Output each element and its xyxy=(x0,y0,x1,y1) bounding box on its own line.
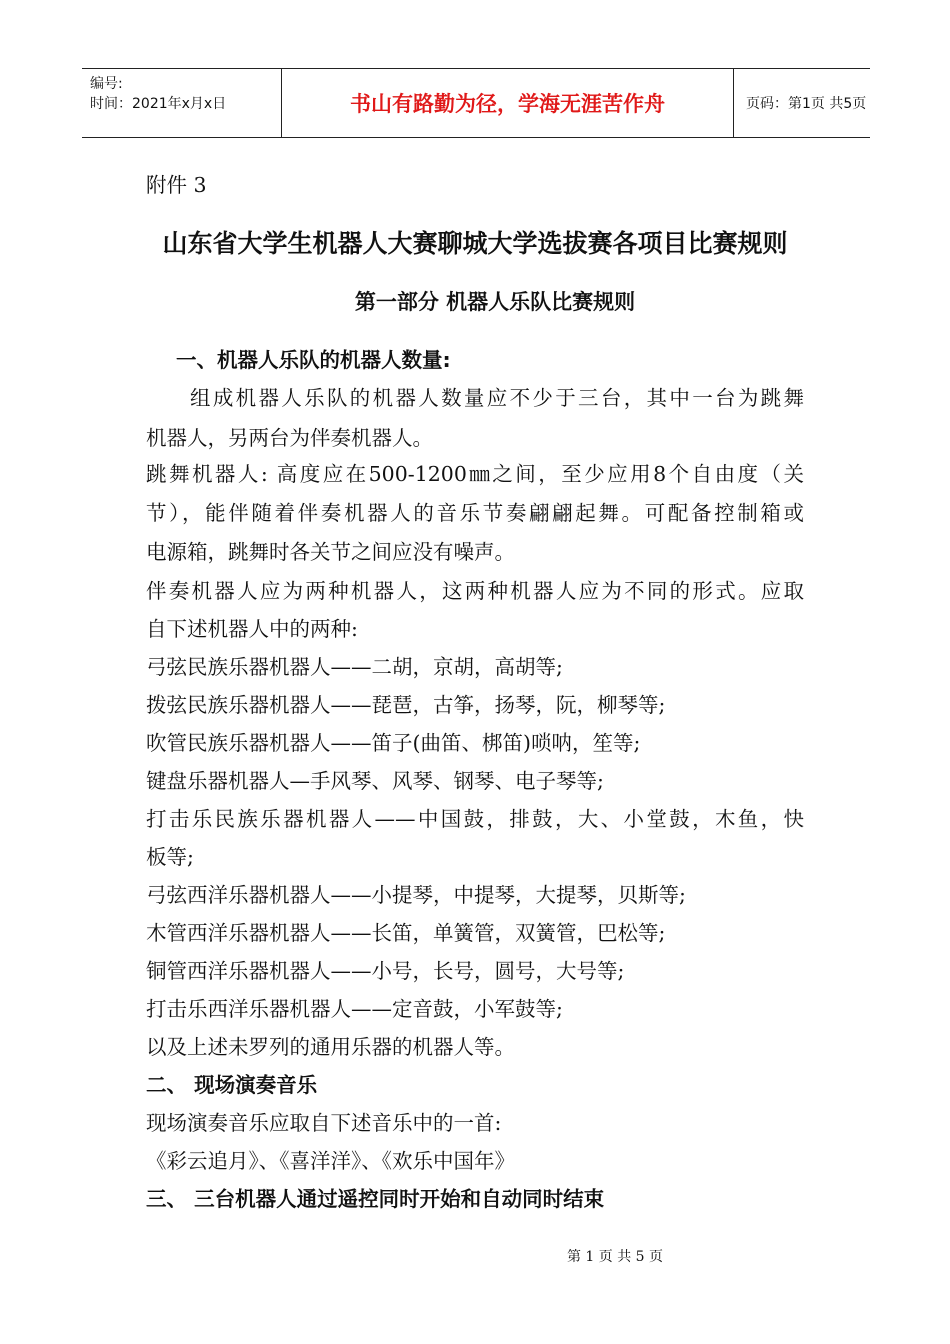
list-item: 拨弦民族乐器机器人——琵琶，古筝，扬琴，阮，柳琴等; xyxy=(146,693,666,717)
paragraph-line: 自下述机器人中的两种: xyxy=(146,617,358,641)
list-item: 板等; xyxy=(146,845,194,869)
doc-date-label: 时间：2021年x月x日 xyxy=(90,96,227,112)
page-header-table xyxy=(82,68,870,138)
paragraph-line: 伴奏机器人应为两种机器人，这两种机器人应为不同的形式。应取 xyxy=(146,579,804,603)
document-title: 山东省大学生机器人大赛聊城大学选拔赛各项目比赛规则 xyxy=(162,229,788,258)
song-list: 《彩云追月》、《喜洋洋》、《欢乐中国年》 xyxy=(146,1149,515,1173)
page-footer: 第 1 页 共 5 页 xyxy=(566,1249,664,1265)
section-heading-1: 一、机器人乐队的机器人数量: xyxy=(176,348,451,372)
part-title: 第一部分 机器人乐队比赛规则 xyxy=(354,290,636,314)
list-item: 打击乐西洋乐器机器人——定音鼓，小军鼓等; xyxy=(146,997,563,1021)
list-item: 吹管民族乐器机器人——笛子(曲笛、梆笛)唢呐，笙等; xyxy=(146,731,641,755)
paragraph-line: 节），能伴随着伴奏机器人的音乐节奏翩翩起舞。可配备控制箱或 xyxy=(146,501,804,525)
list-item: 弓弦民族乐器机器人——二胡，京胡，高胡等; xyxy=(146,655,563,679)
section-heading-2: 二、 现场演奏音乐 xyxy=(146,1073,318,1097)
header-page-info: 页码：第1页 共5页 xyxy=(746,96,867,112)
list-item: 弓弦西洋乐器机器人——小提琴，中提琴，大提琴，贝斯等; xyxy=(146,883,686,907)
paragraph-line: 电源箱，跳舞时各关节之间应没有噪声。 xyxy=(146,540,515,564)
header-slogan: 书山有路勤为径，学海无涯苦作舟 xyxy=(282,69,734,137)
list-item: 键盘乐器机器人—手风琴、风琴、钢琴、电子琴等; xyxy=(146,769,604,793)
paragraph-line: 现场演奏音乐应取自下述音乐中的一首: xyxy=(146,1111,502,1135)
list-item: 铜管西洋乐器机器人——小号，长号，圆号，大号等; xyxy=(146,959,625,983)
header-meta-cell xyxy=(82,69,282,137)
paragraph-line: 以及上述未罗列的通用乐器的机器人等。 xyxy=(146,1035,515,1059)
doc-number-label: 编号: xyxy=(90,76,123,92)
paragraph-line: 跳舞机器人: 高度应在500-1200㎜之间，至少应用8个自由度（关 xyxy=(146,462,804,486)
paragraph-line: 组成机器人乐队的机器人数量应不少于三台，其中一台为跳舞 xyxy=(190,386,804,410)
section-heading-3: 三、 三台机器人通过遥控同时开始和自动同时结束 xyxy=(146,1187,605,1211)
list-item: 木管西洋乐器机器人——长笛，单簧管，双簧管，巴松等; xyxy=(146,921,666,945)
list-item: 打击乐民族乐器机器人——中国鼓，排鼓，大、小堂鼓，木鱼，快 xyxy=(146,807,804,831)
paragraph-line: 机器人，另两台为伴奏机器人。 xyxy=(146,426,433,450)
attachment-label: 附件 3 xyxy=(146,173,207,197)
